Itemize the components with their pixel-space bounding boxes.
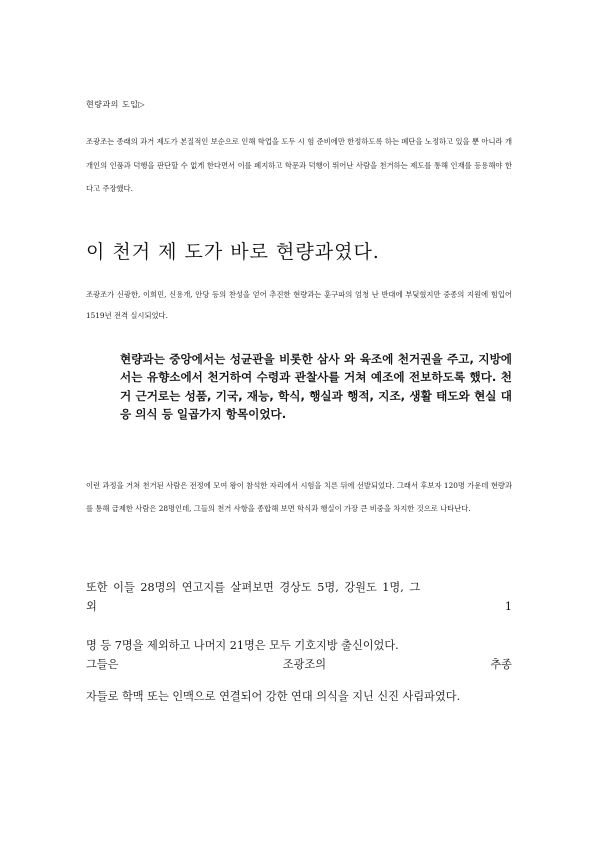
paragraph-selection: 이런 과정을 거쳐 천거된 사람은 전정에 모여 왕이 참석한 자리에서 시험을 치른 뒤에 선발되었다. 그래서 후보자 120명 가운데 현량과를 통해 급제한 사람은 28명인데, 그들의 천거 사항을 종합해 보면 학식과 행실이 가장 큰 비중을 차지한 것으로 나타난다. xyxy=(86,481,512,513)
origins-line-1-text: 또한 이들 28명의 연고지를 살펴보면 경상도 5명, 강원도 1명, 그 xyxy=(86,581,421,594)
giho-line-2-a: 그들은 xyxy=(86,657,119,671)
paragraph-intro: 조광조는 종래의 과거 제도가 본질적인 보순으로 인해 학업을 도두 시 험 준비에만 한정하도록 하는 폐단을 노정하고 있을 뿐 아니라 개개인의 인품과 덕행을 판단할 수 없게 한다면서 이를 폐지하고 학문과 덕행이 뛰어난 사람을 천거하는 제도를 통해 인재를 등용해야 한다고 주장했다. xyxy=(86,137,512,193)
highlight-paragraph: 현량과는 중앙에서는 성균관을 비롯한 삼사 와 육조에 천거권을 주고, 지방에서는 유향소에서 천거하여 수령과 관찰사를 거쳐 예조에 전보하도록 했다. 천거 근거로는 성품, 기국, 재능, 학식, 행실과 행적, 지조, 생활 태도와 현실 대응 의식 등 일곱가지 항목이었다. xyxy=(120,352,512,422)
paragraph-sarim: 자들로 학맥 또는 인맥으로 연결되어 강한 연대 의식을 지닌 신진 사림파였다. xyxy=(86,690,461,703)
paragraph-giho xyxy=(86,637,512,674)
section-label: 현량과의 도입▷ xyxy=(86,100,146,109)
giho-line-2 xyxy=(86,656,512,675)
giho-line-2-c: 추종 xyxy=(490,657,512,671)
giho-line-2-b: 조광조의 xyxy=(282,657,327,671)
main-heading: 이 천거 제 도가 바로 현량과였다. xyxy=(86,241,380,263)
paragraph-origins xyxy=(86,579,512,616)
giho-line-1 xyxy=(86,637,512,656)
origins-line-2-right: 1 xyxy=(504,599,512,613)
origins-line-1 xyxy=(86,579,512,598)
origins-line-2 xyxy=(86,598,512,617)
paragraph-implementation: 조광조가 신광한, 이희민, 신용개, 안당 등의 찬성을 얻어 추진한 현량과는 훈구파의 엄청 난 반대에 부딪혔지만 중종의 지원에 힘입어 1519년 전격 실시되었다. xyxy=(86,290,512,320)
giho-line-1-text: 명 등 7명을 제외하고 나머지 21명은 모두 기호지방 출신이었다. xyxy=(86,639,399,652)
origins-line-2-left: 외 xyxy=(86,599,97,613)
